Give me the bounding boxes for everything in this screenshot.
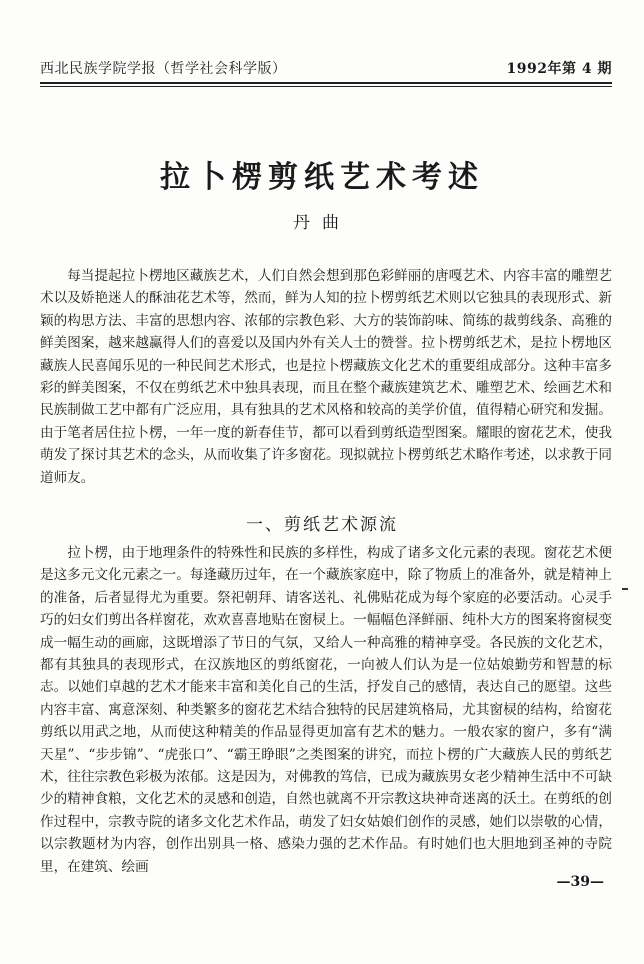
- body-paragraph: 拉卜楞，由于地理条件的特殊性和民族的多样性，构成了诸多文化元素的表现。窗花艺术便是这多元文化元素之一。每逢藏历过年，在一个藏族家庭中，除了物质上的准备外，就是精神上的准备，后者显得尤为重要。祭祀朝拜、请客送礼、礼佛贴花成为每个家庭的必要活动。心灵手巧的妇女们剪出各样窗花，欢欢喜喜地贴在窗棂上。一幅幅色泽鲜丽、纯朴大方的图案将窗棂变成一幅生动的画廊，这既增添了节日的气氛，又给人一种高雅的精神享受。各民族的文化艺术，都有其独具的表现形式，在汉族地区的剪纸窗花，一向被人们认为是一位姑娘勤劳和智慧的标志。以她们卓越的艺术才能来丰富和美化自己的生活，抒发自己的感情，表达自己的愿望。这些内容丰富、寓意深刻、种类繁多的窗花艺术结合独特的民居建筑格局，尤其窗棂的结构，给窗花剪纸以用武之地，从而使这种精美的作品显得更加富有艺术的魅力。一般农家的窗户，多有“满天星”、“步步锦”、“虎张口”、“霸王睁眼”之类图案的讲究，而拉卜楞的广大藏族人民的剪纸艺术，往往宗教色彩极为浓郁。这是因为，对佛教的笃信，已成为藏族男女老少精神生活中不可缺少的精神食粮，文化艺术的灵感和创造，自然也就离不开宗教这块神奇迷离的沃土。在剪纸的创作过程中，宗教寺院的诸多文化艺术作品，萌发了妇女姑娘们创作的灵感，她们以崇敬的心情，以宗教题材为内容，创作出别具一格、感染力强的艺术作品。有时她们也大胆地到圣神的寺院里，在建筑、绘画: [40, 545, 612, 875]
- margin-mark: [622, 588, 628, 590]
- page-number: —39—: [556, 874, 604, 890]
- intro-paragraph: 每当提起拉卜楞地区藏族艺术，人们自然会想到那色彩鲜丽的唐嘎艺术、内容丰富的雕塑艺术以及娇艳迷人的酥油花艺术等，然而，鲜为人知的拉卜楞剪纸艺术则以它独具的表现形式、新颖的构思方法、丰富的思想内容、浓郁的宗教色彩、大方的装饰韵味、简练的裁剪线条、高雅的鲜美图案，越来越赢得人们的喜爱以及国内外有关人士的赞誉。拉卜楞剪纸艺术，是拉卜楞地区藏族人民喜闻乐见的一种民间艺术形式，也是拉卜楞藏族文化艺术的重要组成部分。这种丰富多彩的鲜美图案，不仅在剪纸艺术中独具表现，而且在整个藏族建筑艺术、雕塑艺术、绘画艺术和民族制做工艺中都有广泛应用，具有独具的艺术风格和较高的美学价值，值得精心研究和发掘。由于笔者居住拉卜楞，一年一度的新春佳节，都可以看到剪纸造型图案。耀眼的窗花艺术，使我萌发了探讨其艺术的念头，从而收集了许多窗花。现拟就拉卜楞剪纸艺术略作考述，以求教于同道师友。: [40, 268, 612, 486]
- section-heading: 一、剪纸艺术源流: [246, 515, 398, 535]
- issue-label: 1992年第 4 期: [506, 61, 612, 77]
- article-title: 拉卜楞剪纸艺术考述: [160, 160, 484, 195]
- running-header: [40, 58, 612, 82]
- journal-name: 西北民族学院学报（哲学社会科学版）: [40, 61, 287, 77]
- header-rule-thick: [40, 82, 612, 84]
- header-rule-thin: [40, 86, 612, 87]
- article-author: 丹曲: [293, 213, 351, 233]
